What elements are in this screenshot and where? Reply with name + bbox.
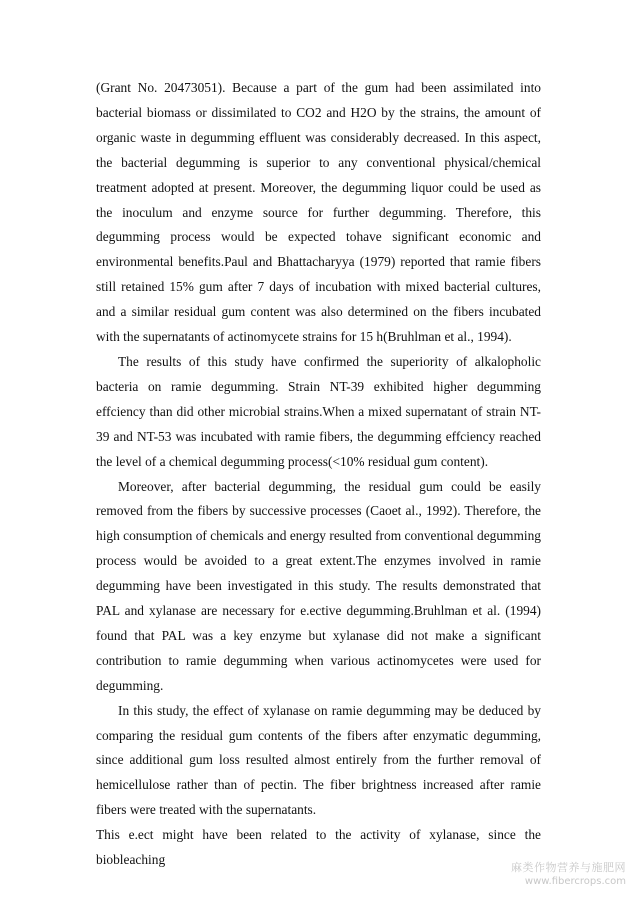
paragraph-5: This e.ect might have been related to the activity of xylanase, since the biobleaching bbox=[96, 827, 541, 868]
watermark-site-name: 麻类作物营养与施肥网 bbox=[511, 861, 626, 874]
paragraph-1: (Grant No. 20473051). Because a part of the gum had been assimilated into bacterial biomass or dissimilated to CO2 and H2O by the strains, the amount of organic waste in degumming effluent was considerably decreased. In this aspect, the bacterial degumming is superior to any conventional physical/chemical treatment adopted at present. Moreover, the degumming liquor could be used as the inoculum and enzyme source for further degumming. Therefore, this degumming process would be expected tohave significant economic and environmental benefits.Paul and Bhattacharyya (1979) reported that ramie fibers still retained 15% gum after 7 days of incubation with mixed bacterial cultures, and a similar residual gum content was also determined on the fibers incubated with the supernatants of actinomycete strains for 15 h(Bruhlman et al., 1994). bbox=[96, 80, 541, 345]
paragraph-2: The results of this study have confirmed the superiority of alkalopholic bacteria on ramie degumming. Strain NT-39 exhibited higher degumming effciency than did other microbial strains.When a mixed supernatant of strain NT-39 and NT-53 was incubated with ramie fibers, the degumming effciency reached the level of a chemical degumming process(<10% residual gum content). bbox=[96, 353, 541, 469]
watermark bbox=[511, 861, 626, 889]
paragraph-4: In this study, the effect of xylanase on ramie degumming may be deduced by comparing the residual gum contents of the fibers after enzymatic degumming, since additional gum loss resulted almost entirely from the further removal of hemicellulose rather than of pectin. The fiber brightness increased after ramie fibers were treated with the supernatants. bbox=[96, 702, 541, 818]
paragraph-3: Moreover, after bacterial degumming, the residual gum could be easily removed from the fibers by successive processes (Caoet al., 1992). Therefore, the high consumption of chemicals and energy resulted from conventional degumming process would be avoided to a great extent.The enzymes involved in ramie degumming have been investigated in this study. The results demonstrated that PAL and xylanase are necessary for e.ective degumming.Bruhlman et al. (1994) found that PAL was a key enzyme but xylanase did not make a significant contribution to ramie degumming when various actinomycetes were used for degumming. bbox=[96, 478, 541, 693]
body-text bbox=[96, 76, 541, 873]
watermark-url: www.fibercrops.com bbox=[524, 876, 626, 887]
